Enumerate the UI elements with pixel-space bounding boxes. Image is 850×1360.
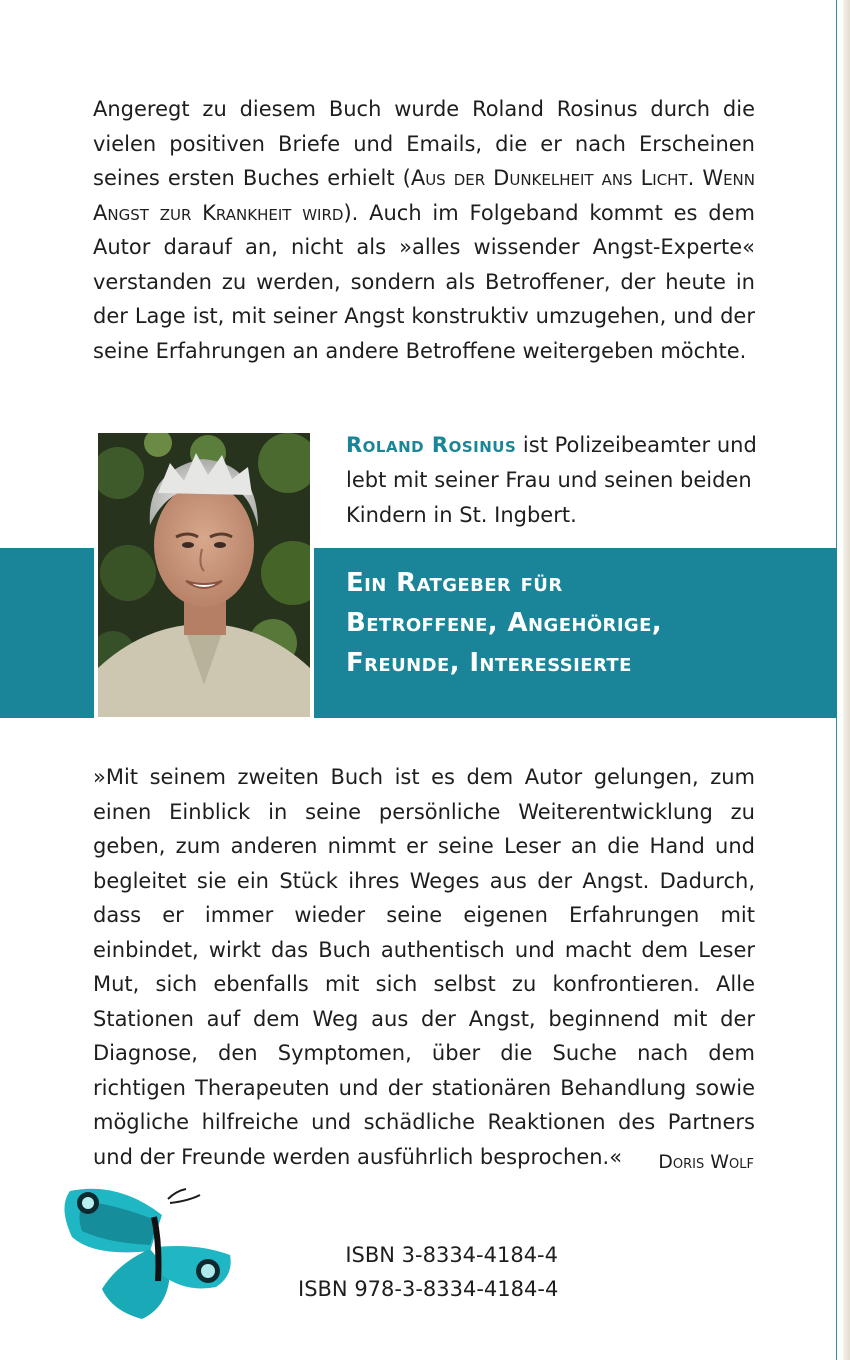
tagline <box>346 563 826 683</box>
tagline-line: Betroffene, Angehörige, <box>346 608 663 638</box>
author-bio-text: ist Polizeibeamter und lebt mit seiner Frau und seinen beiden Kindern in St. Ingbert. <box>346 433 757 527</box>
intro-text-start: Angeregt zu diesem Buch wurde Roland Rosinus durch die vielen positiven Briefe und Emails, die er nach Erscheinen seines ersten Buches erhielt ( <box>93 97 755 190</box>
quote-attribution: Doris Wolf <box>658 1151 754 1173</box>
spine-edge <box>843 0 850 1360</box>
tagline-line: Ein Ratgeber für <box>346 568 563 598</box>
isbn-block <box>298 1238 558 1306</box>
isbn-13: ISBN 978-3-8334-4184-4 <box>298 1277 559 1301</box>
tagline-line: Freunde, Interessierte <box>346 648 632 678</box>
intro-text-end: ). Auch im Folgeband kommt es dem Autor darauf an, nicht als »alles wissender Angst-Experte« verstanden zu werden, sondern als Betroffener, der heute in der Lage ist, mit seiner Angst konstruktiv umzugehen, und der seine Erfahrungen an andere Betroffene weitergeben möchte. <box>93 200 755 363</box>
author-bio <box>346 428 776 533</box>
author-photo-frame <box>94 430 314 720</box>
isbn-10: ISBN 3-8334-4184-4 <box>345 1243 558 1267</box>
author-name: Roland Rosinus <box>346 433 517 457</box>
author-photo <box>98 433 310 717</box>
butterfly-icon <box>58 1185 238 1325</box>
review-quote: »Mit seinem zweiten Buch ist es dem Autor gelungen, zum einen Einblick in seine persönliche Weiterentwicklung zu geben, zum anderen nimmt er seine Leser an die Hand und begleitet sie ein Stück ihres Weges aus der Angst. Dadurch, dass er immer wieder seine eigenen Erfahrungen mit einbindet, wirkt das Buch authentisch und macht dem Leser Mut, sich ebenfalls mit sich selbst zu konfrontieren. Alle Stationen auf dem Weg aus der Angst, beginnend mit der Diagnose, den Symptomen, über die Suche nach dem richtigen Therapeuten und der stationären Behandlung sowie mögliche hilfreiche und schädliche Reaktionen des Partners und der Freunde werden ausführlich besprochen.« <box>93 765 755 1169</box>
intro-paragraph <box>93 92 755 368</box>
first-book-title: Aus der Dunkelheit ans Licht. Wenn Angst zur Krankheit wird <box>93 166 755 225</box>
